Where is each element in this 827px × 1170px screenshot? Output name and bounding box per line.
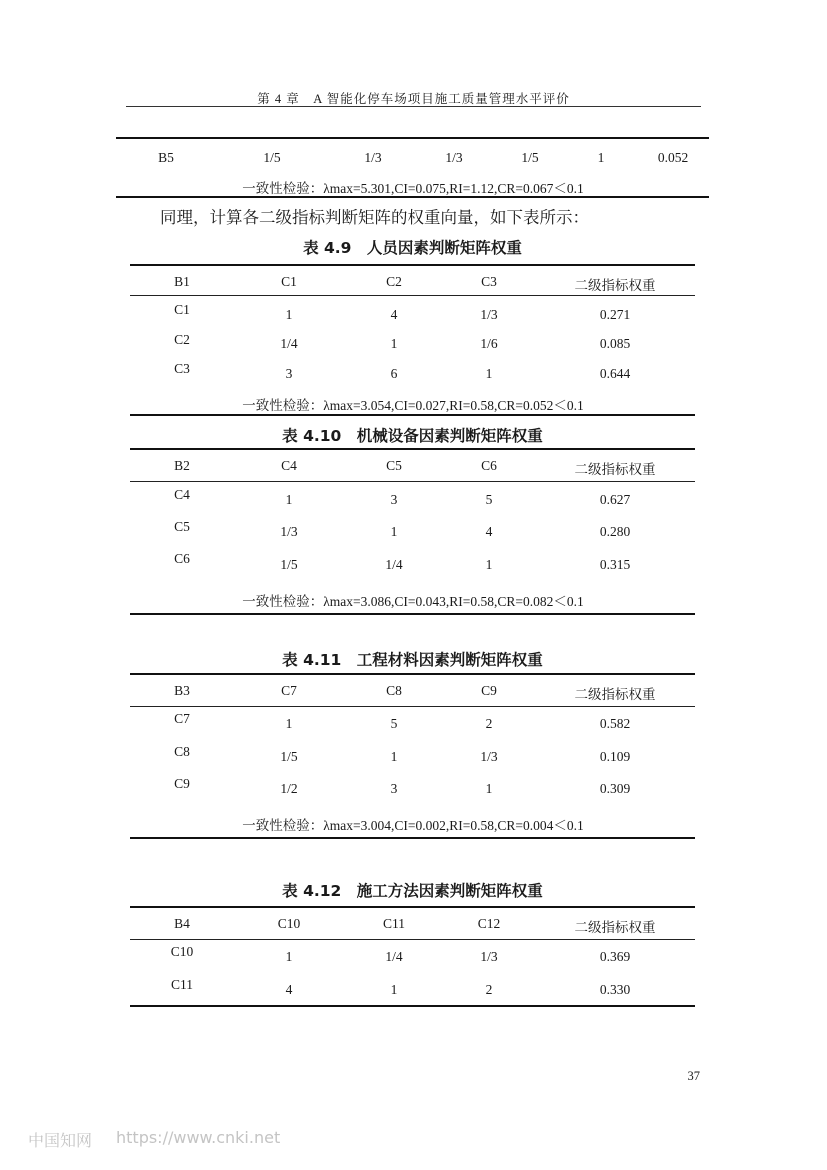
table-cell: 1 <box>485 366 493 381</box>
table-row-label: C11 <box>170 977 194 992</box>
table-cell: 3 <box>390 492 398 507</box>
table-header-cell: C4 <box>281 458 297 473</box>
table-header-rule <box>130 481 695 482</box>
table-header-cell: 二级指标权重 <box>574 462 656 477</box>
prev-table-cell: 1/3 <box>445 150 463 165</box>
table-header-cell: B2 <box>174 458 190 473</box>
page-number: 37 <box>687 1069 700 1083</box>
table-top-rule <box>130 448 695 450</box>
prev-table-bottom-rule <box>116 196 709 198</box>
table-bottom-rule <box>130 414 695 416</box>
table-header-rule <box>130 939 695 940</box>
table-cell: 5 <box>390 716 398 731</box>
table-cell: 1 <box>485 781 493 796</box>
table-header-rule <box>130 295 695 296</box>
table-header-cell: C12 <box>477 916 501 931</box>
table-cell: 0.309 <box>599 781 631 796</box>
table-cell: 1 <box>485 557 493 572</box>
table-cell: 1/4 <box>385 949 403 964</box>
table-caption: 表 4.10 机械设备因素判断矩阵权重 <box>282 427 543 445</box>
table-caption: 表 4.12 施工方法因素判断矩阵权重 <box>282 882 543 900</box>
table-cell: 1 <box>285 307 293 322</box>
table-header-cell: C5 <box>386 458 402 473</box>
table-row-label: C9 <box>174 776 190 791</box>
table-cell: 0.109 <box>599 749 631 764</box>
table-header-rule <box>130 706 695 707</box>
table-cell: 1/5 <box>280 749 298 764</box>
prev-table-cell: B5 <box>158 150 174 165</box>
prev-table-cell: 1/3 <box>364 150 382 165</box>
table-cell: 1/2 <box>280 781 298 796</box>
table-header-cell: B1 <box>174 274 190 289</box>
table-caption: 表 4.9 人员因素判断矩阵权重 <box>303 239 522 257</box>
table-cell: 1 <box>285 949 293 964</box>
table-cell: 4 <box>390 307 398 322</box>
table-row-label: C5 <box>174 519 190 534</box>
table-cell: 1/3 <box>480 307 498 322</box>
table-cell: 1 <box>390 749 398 764</box>
table-cell: 2 <box>485 982 493 997</box>
table-header-cell: C6 <box>481 458 497 473</box>
table-header-cell: 二级指标权重 <box>574 278 656 293</box>
table-cell: 0.627 <box>599 492 631 507</box>
table-cell: 0.085 <box>599 336 631 351</box>
chapter-header: 第 4 章 A 智能化停车场项目施工质量管理水平评价 <box>257 92 570 106</box>
table-cell: 0.369 <box>599 949 631 964</box>
table-cell: 0.271 <box>599 307 631 322</box>
table-cell: 1/3 <box>480 749 498 764</box>
table-cell: 1/3 <box>480 949 498 964</box>
table-cell: 5 <box>485 492 493 507</box>
table-top-rule <box>130 264 695 266</box>
table-row-label: C4 <box>174 487 190 502</box>
table-cell: 0.330 <box>599 982 631 997</box>
table-top-rule <box>130 673 695 675</box>
table-header-cell: 二级指标权重 <box>574 920 656 935</box>
table-cell: 3 <box>285 366 293 381</box>
prev-table-cell: 1 <box>597 150 605 165</box>
body-paragraph: 同理，计算各二级指标判断矩阵的权重向量，如下表所示： <box>160 208 589 227</box>
table-header-cell: C2 <box>386 274 402 289</box>
table-header-cell: C7 <box>281 683 297 698</box>
table-cell: 0.315 <box>599 557 631 572</box>
table-cell: 0.582 <box>599 716 631 731</box>
table-row-label: C2 <box>174 332 190 347</box>
table-cell: 4 <box>285 982 293 997</box>
table-top-rule <box>130 906 695 908</box>
table-cell: 0.644 <box>599 366 631 381</box>
prev-table-consistency: 一致性检验：λmax=5.301,CI=0.075,RI=1.12,CR=0.067＜0.1 <box>242 181 584 196</box>
prev-table-cell: 0.052 <box>657 150 689 165</box>
table-cell: 1 <box>285 716 293 731</box>
header-rule <box>126 106 701 107</box>
table-cell: 1/6 <box>480 336 498 351</box>
table-row-label: C6 <box>174 551 190 566</box>
table-header-cell: C10 <box>277 916 301 931</box>
table-bottom-rule <box>130 613 695 615</box>
table-header-cell: B4 <box>174 916 190 931</box>
table-cell: 4 <box>485 524 493 539</box>
table-row-label: C1 <box>174 302 190 317</box>
table-cell: 1 <box>390 982 398 997</box>
table-row-label: C8 <box>174 744 190 759</box>
table-header-cell: C11 <box>382 916 406 931</box>
table-row-label: C10 <box>170 944 194 959</box>
table-bottom-rule <box>130 1005 695 1007</box>
table-cell: 1 <box>390 336 398 351</box>
table-cell: 2 <box>485 716 493 731</box>
prev-table-cell: 1/5 <box>263 150 281 165</box>
table-consistency: 一致性检验：λmax=3.086,CI=0.043,RI=0.58,CR=0.082＜0.1 <box>242 594 584 609</box>
table-row-label: C7 <box>174 711 190 726</box>
table-header-cell: B3 <box>174 683 190 698</box>
table-row-label: C3 <box>174 361 190 376</box>
table-bottom-rule <box>130 837 695 839</box>
cnki-brand: 中国知网 <box>28 1131 93 1150</box>
table-cell: 1/5 <box>280 557 298 572</box>
table-cell: 0.280 <box>599 524 631 539</box>
table-header-cell: C3 <box>481 274 497 289</box>
table-cell: 1/3 <box>280 524 298 539</box>
table-header-cell: 二级指标权重 <box>574 687 656 702</box>
table-cell: 6 <box>390 366 398 381</box>
table-cell: 1/4 <box>385 557 403 572</box>
table-cell: 1 <box>390 524 398 539</box>
cnki-url[interactable]: https://www.cnki.net <box>116 1128 281 1147</box>
table-cell: 3 <box>390 781 398 796</box>
table-header-cell: C1 <box>281 274 297 289</box>
prev-table-cell: 1/5 <box>521 150 539 165</box>
table-header-cell: C9 <box>481 683 497 698</box>
table-consistency: 一致性检验：λmax=3.004,CI=0.002,RI=0.58,CR=0.004＜0.1 <box>242 818 584 833</box>
prev-table-top-rule <box>116 137 709 139</box>
table-header-cell: C8 <box>386 683 402 698</box>
table-caption: 表 4.11 工程材料因素判断矩阵权重 <box>282 651 543 669</box>
table-cell: 1 <box>285 492 293 507</box>
table-consistency: 一致性检验：λmax=3.054,CI=0.027,RI=0.58,CR=0.052＜0.1 <box>242 398 584 413</box>
table-cell: 1/4 <box>280 336 298 351</box>
